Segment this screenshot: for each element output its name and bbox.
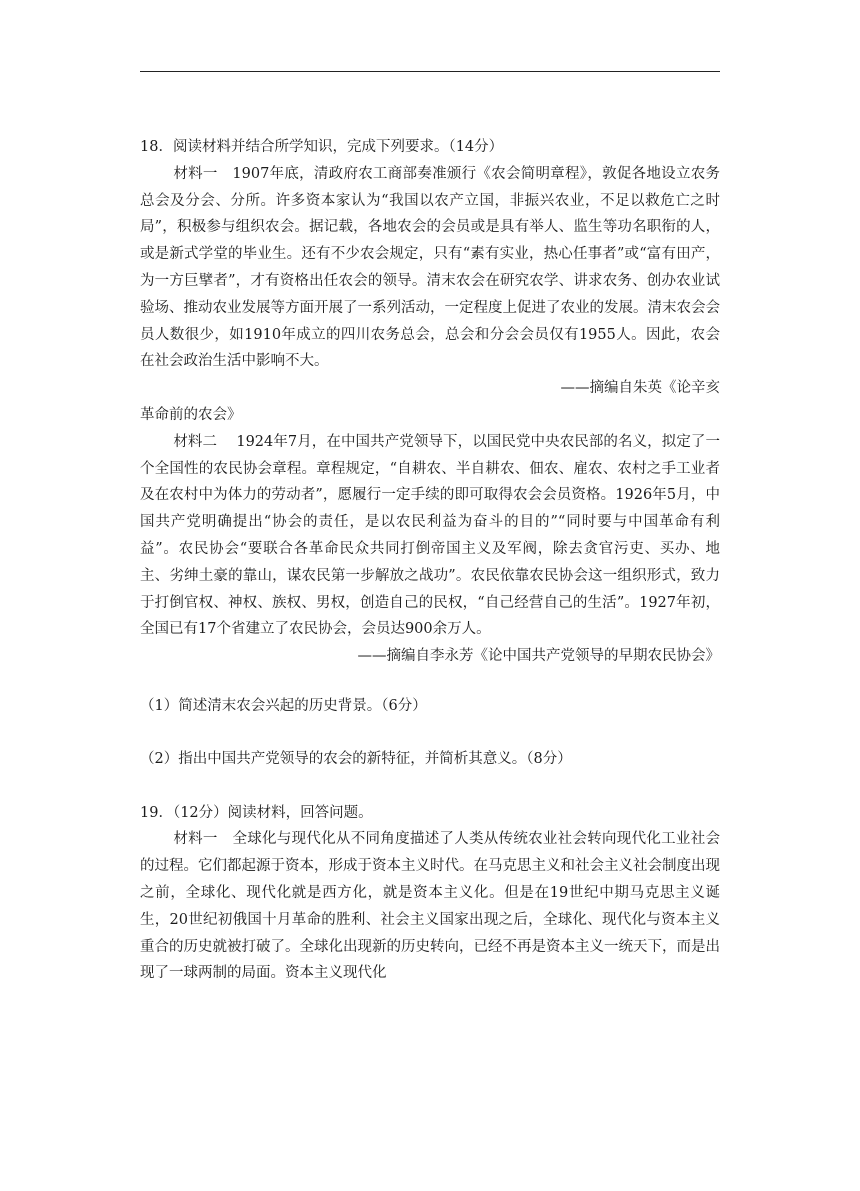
question-19-title: 19．（12分）阅读材料，回答问题。 (140, 804, 373, 821)
q18-subquestion-1: （1）简述清末农会兴起的历史背景。（6分） (140, 697, 427, 714)
q18-material-2: 材料二 1924年7月，在中国共产党领导下，以国民党中央农民部的名义，拟定了一个全国性的农民协会章程。章程规定，“自耕农、半自耕农、佃农、雇农、农村之手工业者及在农村中为体力的劳动者”，愿履行一定手续的即可取得农会会员资格。1926年5月，中国共产党明确提出“协会的责任，是以农民利益为奋斗的目的”“同时要与中国革命有利益”。农民协会“要联合各革命民众共同打倒帝国主义及军阀，除去贪官污吏、买办、地主、劣绅土豪的靠山，谋农民第一步解放之战功”。农民依靠农民协会这一组织形式，致力于打倒官权、神权、族权、男权，创造自己的民权，“自己经营自己的生活”。1927年初，全国已有17个省建立了农民协会，会员达900余万人。 (140, 433, 720, 638)
question-18-title: 18．阅读材料并结合所学知识，完成下列要求。（14分） (140, 139, 504, 155)
q18-subquestion-2: （2）指出中国共产党领导的农会的新特征，并简析其意义。（8分） (140, 750, 572, 767)
q18-material-1: 材料一 1907年底，清政府农工商部奏准颁行《农会简明章程》，敦促各地设立农务总会及分会、分所。许多资本家认为“我国以农产立国，非振兴农业，不足以救危亡之时局”，积极参与组织农会。据记载，各地农会的会员或是具有举人、监生等功名职衔的人，或是新式学堂的毕业生。还有不少农会规定，只有“素有实业，热心任事者”或“富有田产，为一方巨擘者”，才有资格出任农会的领导。清末农会在研究农学、讲求农务、创办农业试验场、推动农业发展等方面开展了一系列活动，一定程度上促进了农业的发展。清末农会会员人数很少，如1910年成立的四川农务总会，总会和分会会员仅有1955人。因此，农会在社会政治生活中影响不大。 (140, 165, 720, 370)
document-body (140, 134, 720, 987)
q18-source-1-line-2: 革命前的农会》 (140, 406, 242, 423)
q18-source-1-line-1: ——摘编自朱英《论辛亥 (560, 380, 720, 397)
q18-source-2: ——摘编自李永芳《论中国共产党领导的早期农民协会》 (357, 648, 720, 665)
q19-material-1: 材料一 全球化与现代化从不同角度描述了人类从传统农业社会转向现代化工业社会的过程。它们都起源于资本，形成于资本主义时代。在马克思主义和社会主义社会制度出现之前，全球化、现代化就是西方化，就是资本主义化。但是在19世纪中期马克思主义诞生，20世纪初俄国十月革命的胜利、社会主义国家出现之后，全球化、现代化与资本主义重合的历史就被打破了。全球化出现新的历史转向，已经不再是资本主义一统天下，而是出现了一球两制的局面。资本主义现代化 (140, 831, 720, 982)
header-rule (140, 71, 720, 72)
